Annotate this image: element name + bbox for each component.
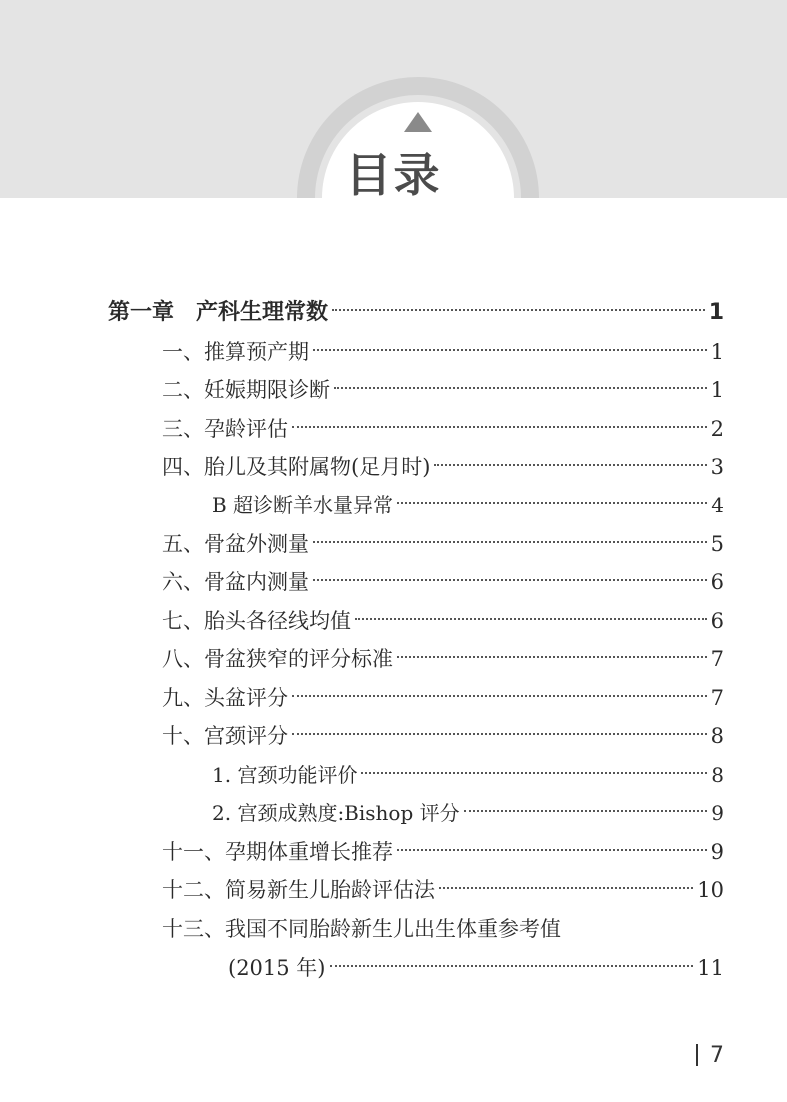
toc-leader xyxy=(292,733,707,735)
toc-item[interactable] xyxy=(162,450,724,484)
toc-leader xyxy=(334,387,707,389)
toc-label: 一、推算预产期 xyxy=(162,340,309,364)
toc-item[interactable] xyxy=(162,719,724,753)
toc-page: 7 xyxy=(710,647,724,671)
toc-page: 6 xyxy=(710,609,724,633)
toc-page: 7 xyxy=(710,686,724,710)
toc-page: 5 xyxy=(710,532,724,556)
toc-item[interactable] xyxy=(162,373,724,407)
toc-item[interactable] xyxy=(162,681,724,715)
toc-label: 1. 宫颈功能评价 xyxy=(212,763,358,787)
toc-chapter[interactable] xyxy=(108,296,724,330)
toc-item-first-line[interactable]: 十三、我国不同胎龄新生儿出生体重参考值 xyxy=(162,917,561,941)
toc-subitem[interactable] xyxy=(212,796,724,830)
toc-page: 10 xyxy=(697,878,724,902)
folio-divider xyxy=(696,1044,698,1066)
toc-label: 第一章 产科生理常数 xyxy=(108,300,329,325)
toc-subitem[interactable] xyxy=(212,488,724,522)
toc-item[interactable] xyxy=(162,873,724,907)
toc-leader xyxy=(439,887,693,889)
toc-page: 6 xyxy=(710,570,724,594)
toc-leader xyxy=(330,965,694,967)
page-title: 目录 xyxy=(345,148,442,202)
toc-item[interactable] xyxy=(162,412,724,446)
toc-leader xyxy=(332,309,705,311)
toc-leader xyxy=(464,810,708,812)
toc-leader xyxy=(434,464,706,466)
toc-label: 九、头盆评分 xyxy=(162,686,288,710)
toc-label: 2. 宫颈成熟度:Bishop 评分 xyxy=(212,801,460,825)
toc-item[interactable] xyxy=(162,604,724,638)
toc-label: 十一、孕期体重增长推荐 xyxy=(162,840,393,864)
toc-label: (2015 年) xyxy=(228,956,326,980)
toc-page: 8 xyxy=(710,724,724,748)
toc-leader xyxy=(313,579,707,581)
toc-page: 11 xyxy=(697,956,724,980)
toc-label: 三、孕龄评估 xyxy=(162,417,288,441)
toc-leader xyxy=(397,502,707,504)
toc-page: 2 xyxy=(710,417,724,441)
toc-item[interactable] xyxy=(162,527,724,561)
toc-item-continuation[interactable] xyxy=(228,951,724,985)
toc-item[interactable] xyxy=(162,835,724,869)
toc-leader xyxy=(397,849,707,851)
toc-label: 四、胎儿及其附属物(足月时) xyxy=(162,455,431,479)
toc-page: 1 xyxy=(710,378,724,402)
toc-leader xyxy=(292,426,707,428)
toc-label: 七、胎头各径线均值 xyxy=(162,609,351,633)
toc-label: 六、骨盆内测量 xyxy=(162,570,309,594)
toc-label: 十、宫颈评分 xyxy=(162,724,288,748)
toc-label: 五、骨盆外测量 xyxy=(162,532,309,556)
toc-label: 十二、简易新生儿胎龄评估法 xyxy=(162,878,435,902)
toc-leader xyxy=(313,349,707,351)
toc-leader xyxy=(397,656,707,658)
toc-label: B 超诊断羊水量异常 xyxy=(212,493,394,517)
toc-page: 9 xyxy=(711,801,724,825)
toc-item[interactable] xyxy=(162,335,724,369)
toc-page: 1 xyxy=(710,340,724,364)
toc-page: 8 xyxy=(711,763,724,787)
toc-label: 二、妊娠期限诊断 xyxy=(162,378,330,402)
toc-item[interactable] xyxy=(162,642,724,676)
toc-leader xyxy=(292,695,707,697)
toc-item[interactable] xyxy=(162,565,724,599)
toc-page: 4 xyxy=(711,493,724,517)
toc-label: 八、骨盆狭窄的评分标准 xyxy=(162,647,393,671)
page-number xyxy=(696,1038,724,1072)
toc-leader xyxy=(355,618,707,620)
toc-page: 1 xyxy=(708,300,724,325)
toc-leader xyxy=(313,541,707,543)
toc-page: 9 xyxy=(710,840,724,864)
toc-subitem[interactable] xyxy=(212,758,724,792)
page-number-value: 7 xyxy=(710,1042,724,1068)
toc-page: 3 xyxy=(710,455,724,479)
toc-leader xyxy=(361,772,707,774)
